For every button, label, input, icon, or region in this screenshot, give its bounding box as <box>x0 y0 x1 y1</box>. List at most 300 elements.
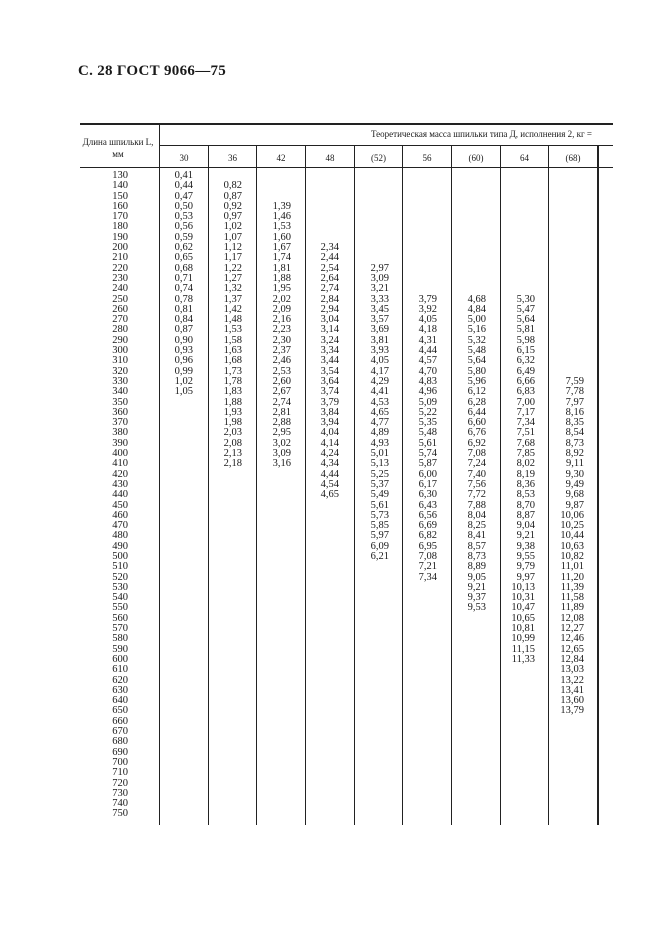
value-cell: 4,05 <box>418 314 437 326</box>
spanner-title: Теоретическая масса шпильки типа Д, исполнения 2, кг = <box>371 129 592 139</box>
value-cell: 13,79 <box>560 705 584 717</box>
length-cell: 330 <box>112 375 128 387</box>
length-cell: 550 <box>112 602 128 614</box>
value-cell: 1,42 <box>223 303 242 315</box>
length-cell: 270 <box>112 314 128 326</box>
column-head: 48 <box>325 153 335 163</box>
value-cell: 6,32 <box>516 355 535 367</box>
length-column <box>80 171 128 820</box>
value-cell: 1,81 <box>272 262 291 274</box>
value-cell: 3,64 <box>320 375 339 387</box>
column-head: 42 <box>276 153 286 163</box>
value-cell: 0,62 <box>174 242 193 254</box>
value-cell: 8,36 <box>516 478 535 490</box>
value-cell: 3,33 <box>370 293 389 305</box>
value-column <box>452 171 486 614</box>
value-cell: 8,16 <box>565 406 584 418</box>
value-cell: 4,17 <box>370 365 389 377</box>
value-cell: 8,87 <box>516 509 535 521</box>
value-cell: 8,57 <box>467 540 486 552</box>
value-cell: 0,47 <box>174 190 193 202</box>
length-cell: 680 <box>112 736 128 748</box>
length-cell: 490 <box>112 540 128 552</box>
value-column <box>549 171 584 717</box>
value-cell: 2,09 <box>272 303 291 315</box>
length-cell: 470 <box>112 520 128 532</box>
value-cell: 4,34 <box>320 458 339 470</box>
value-cell: 4,14 <box>320 437 339 449</box>
value-cell: 0,44 <box>174 180 193 192</box>
value-cell: 0,97 <box>223 211 242 223</box>
value-cell: 10,65 <box>511 612 535 624</box>
value-cell: 11,89 <box>560 602 584 614</box>
value-cell: 5,01 <box>370 448 389 460</box>
value-cell: 8,54 <box>565 427 584 439</box>
value-cell: 1,32 <box>223 283 242 295</box>
value-cell: 6,83 <box>516 386 535 398</box>
value-cell: 0,90 <box>174 334 193 346</box>
value-cell: 9,55 <box>516 550 535 562</box>
value-cell: 9,79 <box>516 561 535 573</box>
value-cell: 6,66 <box>516 375 535 387</box>
value-cell: 2,37 <box>272 345 291 357</box>
length-cell: 240 <box>112 283 128 295</box>
value-cell: 1,12 <box>223 242 242 254</box>
value-column <box>160 171 193 398</box>
value-cell: 9,04 <box>516 520 535 532</box>
length-cell: 150 <box>112 190 128 202</box>
length-cell: 620 <box>112 674 128 686</box>
value-cell: 5,35 <box>418 417 437 429</box>
length-cell: 570 <box>112 623 128 635</box>
value-cell: 11,15 <box>511 643 535 655</box>
length-cell: 630 <box>112 684 128 696</box>
value-cell: 4,53 <box>370 396 389 408</box>
value-column <box>501 171 535 665</box>
length-cell: 610 <box>112 664 128 676</box>
length-cell: 750 <box>112 808 128 820</box>
value-cell: 0,99 <box>174 365 193 377</box>
value-cell: 0,56 <box>174 221 193 233</box>
length-cell: 370 <box>112 417 128 429</box>
value-cell: 9,68 <box>565 489 584 501</box>
value-cell: 7,78 <box>565 386 584 398</box>
column-head: 30 <box>179 153 189 163</box>
length-cell: 690 <box>112 746 128 758</box>
value-cell: 2,34 <box>320 242 339 254</box>
value-cell: 2,84 <box>320 293 339 305</box>
value-cell: 3,57 <box>370 314 389 326</box>
value-cell: 6,21 <box>370 550 389 562</box>
value-cell: 5,61 <box>370 499 389 511</box>
value-cell: 1,17 <box>223 252 242 264</box>
value-cell: 2,54 <box>320 262 339 274</box>
value-cell: 10,31 <box>511 592 535 604</box>
length-cell: 280 <box>112 324 128 336</box>
column-head: 56 <box>422 153 432 163</box>
value-cell: 2,95 <box>272 427 291 439</box>
length-cell: 580 <box>112 633 128 645</box>
value-cell: 2,02 <box>272 293 291 305</box>
value-cell: 0,82 <box>223 180 242 192</box>
value-cell: 4,29 <box>370 375 389 387</box>
length-cell: 200 <box>112 242 128 254</box>
column-head: (52) <box>371 153 386 163</box>
value-cell: 4,04 <box>320 427 339 439</box>
value-cell: 1,83 <box>223 386 242 398</box>
value-cell: 1,95 <box>272 283 291 295</box>
value-cell: 3,84 <box>320 406 339 418</box>
col-divider-right <box>597 145 599 825</box>
value-cell: 1,60 <box>272 231 291 243</box>
value-cell: 2,60 <box>272 375 291 387</box>
value-cell: 1,74 <box>272 252 291 264</box>
value-cell: 9,97 <box>516 571 535 583</box>
value-cell: 9,37 <box>467 592 486 604</box>
value-cell: 6,49 <box>516 365 535 377</box>
length-cell: 320 <box>112 365 128 377</box>
value-cell: 4,18 <box>418 324 437 336</box>
length-cell: 510 <box>112 561 128 573</box>
value-cell: 7,08 <box>467 448 486 460</box>
value-cell: 5,25 <box>370 468 389 480</box>
value-cell: 10,47 <box>511 602 535 614</box>
value-cell: 5,37 <box>370 478 389 490</box>
value-cell: 13,41 <box>560 684 584 696</box>
value-cell: 3,24 <box>320 334 339 346</box>
value-column <box>306 171 339 501</box>
value-cell: 3,09 <box>370 272 389 284</box>
value-cell: 8,73 <box>565 437 584 449</box>
length-cell: 440 <box>112 489 128 501</box>
length-cell: 220 <box>112 262 128 274</box>
value-cell: 0,96 <box>174 355 193 367</box>
length-cell: 540 <box>112 592 128 604</box>
value-cell: 5,22 <box>418 406 437 418</box>
value-cell: 6,12 <box>467 386 486 398</box>
value-cell: 4,54 <box>320 478 339 490</box>
length-cell: 520 <box>112 571 128 583</box>
value-cell: 4,05 <box>370 355 389 367</box>
value-cell: 8,02 <box>516 458 535 470</box>
value-cell: 10,25 <box>560 520 584 532</box>
value-cell: 3,94 <box>320 417 339 429</box>
value-column <box>209 171 242 470</box>
value-cell: 2,13 <box>223 448 242 460</box>
value-cell: 1,67 <box>272 242 291 254</box>
value-cell: 0,81 <box>174 303 193 315</box>
value-cell: 1,53 <box>272 221 291 233</box>
value-cell: 5,61 <box>418 437 437 449</box>
value-cell: 0,87 <box>174 324 193 336</box>
value-cell: 2,67 <box>272 386 291 398</box>
value-cell: 2,46 <box>272 355 291 367</box>
value-cell: 9,30 <box>565 468 584 480</box>
value-cell: 4,70 <box>418 365 437 377</box>
value-cell: 6,76 <box>467 427 486 439</box>
value-cell: 5,00 <box>467 314 486 326</box>
value-cell: 8,73 <box>467 550 486 562</box>
value-cell: 1,05 <box>174 386 193 398</box>
value-cell: 10,63 <box>560 540 584 552</box>
value-cell: 3,34 <box>320 345 339 357</box>
value-cell: 4,93 <box>370 437 389 449</box>
value-cell: 4,41 <box>370 386 389 398</box>
value-cell: 4,77 <box>370 417 389 429</box>
value-cell: 8,70 <box>516 499 535 511</box>
value-cell: 7,24 <box>467 458 486 470</box>
value-cell: 6,56 <box>418 509 437 521</box>
length-cell: 310 <box>112 355 128 367</box>
value-cell: 7,56 <box>467 478 486 490</box>
length-cell: 250 <box>112 293 128 305</box>
value-cell: 7,97 <box>565 396 584 408</box>
value-cell: 3,04 <box>320 314 339 326</box>
length-cell: 410 <box>112 458 128 470</box>
length-cell: 300 <box>112 345 128 357</box>
value-cell: 4,57 <box>418 355 437 367</box>
value-cell: 6,60 <box>467 417 486 429</box>
value-cell: 0,74 <box>174 283 193 295</box>
value-cell: 5,09 <box>418 396 437 408</box>
value-cell: 10,82 <box>560 550 584 562</box>
value-cell: 7,00 <box>516 396 535 408</box>
value-cell: 2,74 <box>272 396 291 408</box>
value-cell: 5,32 <box>467 334 486 346</box>
value-cell: 2,94 <box>320 303 339 315</box>
value-cell: 1,98 <box>223 417 242 429</box>
value-cell: 7,85 <box>516 448 535 460</box>
value-cell: 2,23 <box>272 324 291 336</box>
length-cell: 180 <box>112 221 128 233</box>
value-cell: 10,06 <box>560 509 584 521</box>
length-cell: 700 <box>112 756 128 768</box>
value-cell: 4,84 <box>467 303 486 315</box>
value-cell: 5,98 <box>516 334 535 346</box>
value-cell: 3,14 <box>320 324 339 336</box>
value-column <box>355 171 389 562</box>
column-head: (60) <box>468 153 484 163</box>
column-head: (68) <box>565 153 581 163</box>
value-cell: 8,19 <box>516 468 535 480</box>
value-cell: 11,01 <box>560 561 584 573</box>
length-cell: 710 <box>112 767 128 779</box>
length-cell: 230 <box>112 272 128 284</box>
value-cell: 4,96 <box>418 386 437 398</box>
value-column <box>403 171 437 583</box>
value-cell: 5,48 <box>418 427 437 439</box>
value-cell: 4,65 <box>320 489 339 501</box>
length-cell: 340 <box>112 386 128 398</box>
length-cell: 350 <box>112 396 128 408</box>
value-cell: 3,69 <box>370 324 389 336</box>
value-cell: 1,37 <box>223 293 242 305</box>
value-cell: 2,08 <box>223 437 242 449</box>
value-cell: 3,45 <box>370 303 389 315</box>
value-cell: 3,16 <box>272 458 291 470</box>
value-cell: 1,48 <box>223 314 242 326</box>
value-cell: 5,48 <box>467 345 486 357</box>
length-cell: 400 <box>112 448 128 460</box>
value-cell: 12,84 <box>560 653 584 665</box>
length-cell: 650 <box>112 705 128 717</box>
value-cell: 3,21 <box>370 283 389 295</box>
value-cell: 2,44 <box>320 252 339 264</box>
column-head: 36 <box>228 153 237 163</box>
value-cell: 7,34 <box>418 571 437 583</box>
value-cell: 10,13 <box>511 581 535 593</box>
value-cell: 1,88 <box>223 396 242 408</box>
value-cell: 5,16 <box>467 324 486 336</box>
value-cell: 5,30 <box>516 293 535 305</box>
value-cell: 1,02 <box>223 221 242 233</box>
value-cell: 2,16 <box>272 314 291 326</box>
value-cell: 1,39 <box>272 200 291 212</box>
value-cell: 1,46 <box>272 211 291 223</box>
value-cell: 3,54 <box>320 365 339 377</box>
length-cell: 640 <box>112 695 128 707</box>
value-cell: 2,18 <box>223 458 242 470</box>
value-cell: 7,59 <box>565 375 584 387</box>
value-cell: 5,81 <box>516 324 535 336</box>
value-cell: 3,92 <box>418 303 437 315</box>
value-cell: 1,27 <box>223 272 242 284</box>
page-header: С. 28 ГОСТ 9066—75 <box>78 63 227 79</box>
length-cell: 170 <box>112 211 128 223</box>
value-cell: 5,74 <box>418 448 437 460</box>
value-cell: 0,65 <box>174 252 193 264</box>
value-cell: 5,13 <box>370 458 389 470</box>
length-cell: 390 <box>112 437 128 449</box>
value-cell: 5,85 <box>370 520 389 532</box>
value-cell: 2,53 <box>272 365 291 377</box>
value-cell: 8,89 <box>467 561 486 573</box>
value-cell: 5,64 <box>467 355 486 367</box>
value-cell: 7,68 <box>516 437 535 449</box>
length-cell: 430 <box>112 478 128 490</box>
value-cell: 11,39 <box>560 581 584 593</box>
value-cell: 3,09 <box>272 448 291 460</box>
value-cell: 6,95 <box>418 540 437 552</box>
value-cell: 1,63 <box>223 345 242 357</box>
length-cell: 670 <box>112 726 128 738</box>
value-cell: 6,69 <box>418 520 437 532</box>
value-cell: 5,73 <box>370 509 389 521</box>
value-cell: 7,21 <box>418 561 437 573</box>
value-cell: 13,22 <box>560 674 584 686</box>
value-cell: 9,53 <box>467 602 486 614</box>
value-cell: 1,68 <box>223 355 242 367</box>
value-cell: 6,30 <box>418 489 437 501</box>
length-cell: 560 <box>112 612 128 624</box>
value-cell: 11,20 <box>560 571 584 583</box>
value-cell: 8,92 <box>565 448 584 460</box>
value-cell: 3,93 <box>370 345 389 357</box>
value-cell: 0,84 <box>174 314 193 326</box>
value-cell: 8,41 <box>467 530 486 542</box>
value-cell: 3,44 <box>320 355 339 367</box>
length-cell: 460 <box>112 509 128 521</box>
value-cell: 4,31 <box>418 334 437 346</box>
value-cell: 5,80 <box>467 365 486 377</box>
value-cell: 5,49 <box>370 489 389 501</box>
value-cell: 4,24 <box>320 448 339 460</box>
value-cell: 4,83 <box>418 375 437 387</box>
value-cell: 6,82 <box>418 530 437 542</box>
value-cell: 7,17 <box>516 406 535 418</box>
value-cell: 6,28 <box>467 396 486 408</box>
value-cell: 8,25 <box>467 520 486 532</box>
value-cell: 10,44 <box>560 530 584 542</box>
value-cell: 10,81 <box>511 623 535 635</box>
length-cell: 190 <box>112 231 128 243</box>
value-cell: 12,46 <box>560 633 584 645</box>
value-cell: 1,78 <box>223 375 242 387</box>
value-cell: 2,03 <box>223 427 242 439</box>
value-cell: 3,79 <box>320 396 339 408</box>
value-cell: 6,92 <box>467 437 486 449</box>
value-cell: 0,87 <box>223 190 242 202</box>
value-cell: 1,93 <box>223 406 242 418</box>
value-cell: 4,68 <box>467 293 486 305</box>
value-cell: 2,30 <box>272 334 291 346</box>
value-cell: 2,81 <box>272 406 291 418</box>
value-cell: 5,47 <box>516 303 535 315</box>
length-cell: 740 <box>112 798 128 810</box>
value-cell: 7,34 <box>516 417 535 429</box>
value-cell: 9,49 <box>565 478 584 490</box>
value-cell: 7,88 <box>467 499 486 511</box>
value-column <box>257 171 291 470</box>
value-cell: 3,79 <box>418 293 437 305</box>
value-cell: 1,22 <box>223 262 242 274</box>
value-cell: 5,96 <box>467 375 486 387</box>
value-cell: 9,11 <box>566 458 584 470</box>
length-cell: 480 <box>112 530 128 542</box>
column-head: 64 <box>520 153 529 163</box>
value-cell: 1,88 <box>272 272 291 284</box>
value-cell: 12,08 <box>560 612 584 624</box>
value-cell: 1,02 <box>174 375 193 387</box>
value-cell: 8,04 <box>467 509 486 521</box>
value-cell: 7,72 <box>467 489 486 501</box>
value-cell: 0,78 <box>174 293 193 305</box>
value-cell: 2,97 <box>370 262 389 274</box>
length-cell: 530 <box>112 581 128 593</box>
value-cell: 9,21 <box>516 530 535 542</box>
value-cell: 9,05 <box>467 571 486 583</box>
value-cell: 3,81 <box>370 334 389 346</box>
value-cell: 0,68 <box>174 262 193 274</box>
length-cell: 290 <box>112 334 128 346</box>
value-cell: 12,27 <box>560 623 584 635</box>
value-cell: 9,21 <box>467 581 486 593</box>
value-cell: 1,58 <box>223 334 242 346</box>
value-cell: 5,97 <box>370 530 389 542</box>
value-cell: 0,92 <box>223 200 242 212</box>
value-cell: 6,43 <box>418 499 437 511</box>
value-cell: 1,73 <box>223 365 242 377</box>
value-cell: 0,50 <box>174 200 193 212</box>
value-cell: 7,08 <box>418 550 437 562</box>
value-cell: 0,59 <box>174 231 193 243</box>
value-cell: 2,64 <box>320 272 339 284</box>
value-cell: 1,53 <box>223 324 242 336</box>
value-cell: 10,99 <box>511 633 535 645</box>
value-cell: 4,89 <box>370 427 389 439</box>
spanner-rule <box>160 145 613 146</box>
length-cell: 260 <box>112 303 128 315</box>
